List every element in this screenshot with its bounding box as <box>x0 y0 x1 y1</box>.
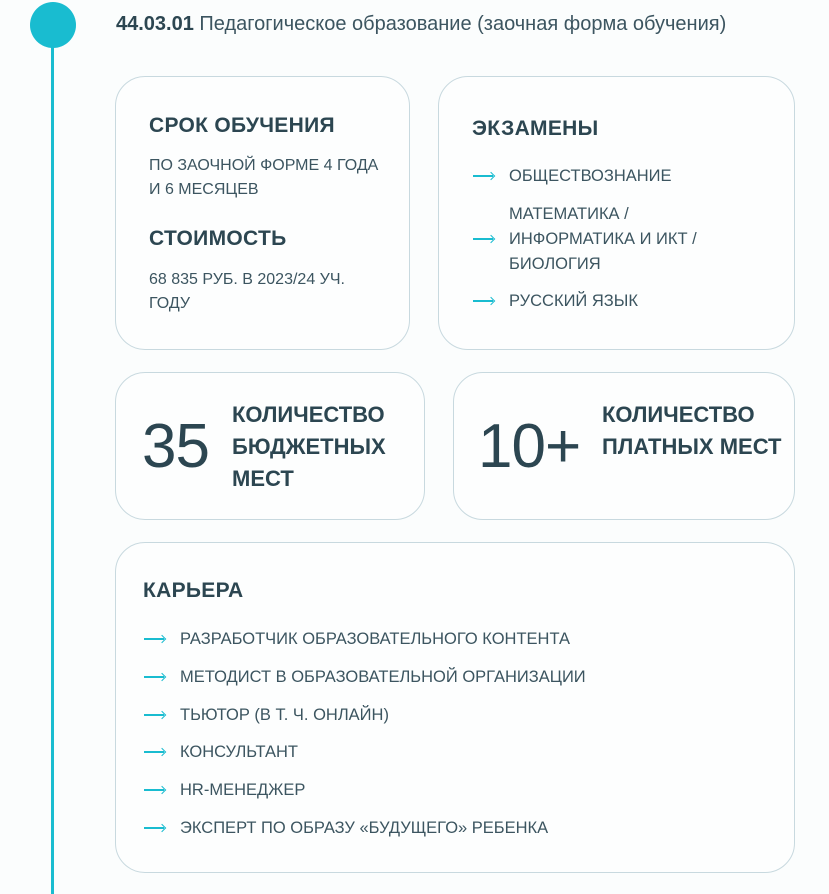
career-item: ТЬЮТОР (В Т. Ч. ОНЛАЙН) <box>180 706 389 724</box>
budget-places-number: 35 <box>142 412 209 481</box>
arrow-right-icon <box>473 171 495 181</box>
arrow-right-icon <box>144 823 166 833</box>
career-item: ЭКСПЕРТ ПО ОБРАЗУ «БУДУЩЕГО» РЕБЕНКА <box>180 819 549 837</box>
timeline-line <box>51 40 54 894</box>
career-item: КОНСУЛЬТАНТ <box>180 743 299 761</box>
exams-card <box>438 76 795 350</box>
duration-cost-card <box>115 76 410 350</box>
arrow-right-icon <box>144 710 166 720</box>
program-title: Педагогическое образование (заочная форма обучения) <box>199 13 727 35</box>
career-card <box>115 542 795 873</box>
program-code: 44.03.01 <box>116 13 194 35</box>
career-item: МЕТОДИСТ В ОБРАЗОВАТЕЛЬНОЙ ОРГАНИЗАЦИИ <box>180 668 586 686</box>
duration-title: СРОК ОБУЧЕНИЯ <box>149 114 335 137</box>
arrow-right-icon <box>144 634 166 644</box>
duration-text: ПО ЗАОЧНОЙ ФОРМЕ 4 ГОДА И 6 МЕСЯЦЕВ <box>149 157 379 198</box>
career-title: КАРЬЕРА <box>143 579 244 602</box>
arrow-right-icon <box>144 672 166 682</box>
paid-places-label: КОЛИЧЕСТВО ПЛАТНЫХ МЕСТ <box>602 402 782 459</box>
arrow-right-icon <box>144 785 166 795</box>
program-heading <box>116 13 726 36</box>
exams-title: ЭКЗАМЕНЫ <box>472 117 599 140</box>
budget-places-label: КОЛИЧЕСТВО БЮДЖЕТНЫХ МЕСТ <box>232 402 386 491</box>
paid-places-number: 10+ <box>478 412 581 481</box>
arrow-right-icon <box>144 747 166 757</box>
cost-title: СТОИМОСТЬ <box>149 227 287 250</box>
budget-places-card <box>115 372 425 520</box>
arrow-right-icon <box>473 234 495 244</box>
paid-places-card <box>453 372 795 520</box>
exam-item: МАТЕМАТИКА / ИНФОРМАТИКА И ИКТ / БИОЛОГИЯ <box>509 205 697 273</box>
cost-text: 68 835 РУБ. В 2023/24 УЧ. ГОДУ <box>149 271 345 312</box>
career-item: HR-МЕНЕДЖЕР <box>180 781 306 799</box>
arrow-right-icon <box>473 296 495 306</box>
timeline-marker-icon <box>30 2 76 48</box>
exam-item: РУССКИЙ ЯЗЫК <box>509 292 638 310</box>
career-item: РАЗРАБОТЧИК ОБРАЗОВАТЕЛЬНОГО КОНТЕНТА <box>180 630 571 648</box>
exam-item: ОБЩЕСТВОЗНАНИЕ <box>509 167 672 185</box>
